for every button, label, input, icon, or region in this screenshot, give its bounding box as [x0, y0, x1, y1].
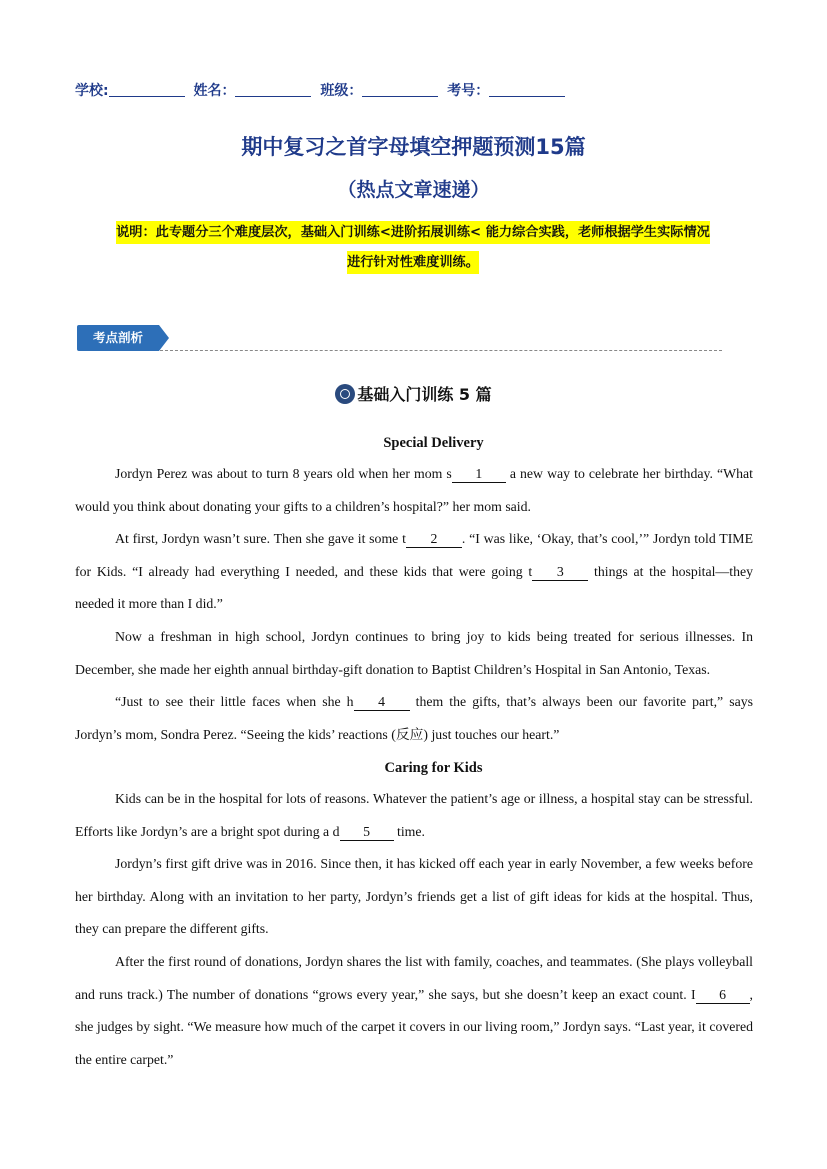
blank-4[interactable]: 4 — [354, 694, 410, 711]
p2-text-c: things at the hospital—they needed it more than I did.” — [75, 563, 753, 612]
paragraph-6: Jordyn’s first gift drive was in 2016. Since then, it has kicked off each year in early November, a few weeks before her birthday. Along with an invitation to her party, Jordyn’s friends get a list of gift ideas for kids at the hospital. Thus, they can prepare the different gifts. — [75, 856, 753, 937]
article-heading-1: Special Delivery — [383, 435, 484, 451]
note-line-2: 进行针对性难度训练。 — [347, 251, 479, 274]
p1-text-a: Jordyn Perez was about to turn 8 years old when her mom s — [115, 466, 452, 481]
number-label: 考号： — [447, 83, 490, 99]
class-blank[interactable] — [362, 82, 438, 97]
paragraph-1 — [75, 458, 753, 523]
instructions-note — [75, 218, 751, 278]
school-blank[interactable] — [109, 82, 185, 97]
name-label: 姓名： — [193, 83, 236, 99]
p5-text-b: time. — [393, 823, 425, 839]
page-subtitle: （热点文章速递） — [337, 179, 490, 201]
blank-2[interactable]: 2 — [406, 531, 462, 548]
section-title — [0, 382, 827, 405]
p4-text-b: them the gifts, that’s always been our favorite part,” says Jordyn’s mom, Sondra Perez. “Seeing the kids’ reactions (反应) just touches our heart.” — [75, 694, 754, 742]
p7-text-b: , she judges by sight. “We measure how much of the carpet it covers in our living room,” Jordyn says. “Last year, it covered the entire carpet.” — [75, 986, 753, 1067]
number-blank[interactable] — [489, 82, 565, 97]
dashed-divider — [160, 350, 722, 351]
paragraph-7 — [75, 946, 753, 1076]
blank-1[interactable]: 1 — [452, 466, 506, 483]
page-title: 期中复习之首字母填空押题预测15篇 — [241, 135, 586, 159]
section-icon — [335, 384, 355, 404]
analysis-tag: 考点剖析 — [77, 325, 159, 351]
paragraph-4 — [75, 686, 753, 751]
blank-3[interactable]: 3 — [532, 564, 588, 581]
name-blank[interactable] — [235, 82, 311, 97]
p2-text-b: . “I was like, ‘Okay, that’s cool,’” Jordyn told TIME for Kids. “I already had everything I needed, and these kids that were going t — [75, 531, 753, 579]
blank-5[interactable]: 5 — [340, 824, 394, 841]
blank-6[interactable]: 6 — [696, 987, 750, 1004]
p2-text-a: At first, Jordyn wasn’t sure. Then she gave it some t — [115, 531, 406, 546]
p7-text-a: After the first round of donations, Jordyn shares the list with family, coaches, and teammates. (She plays volleyball and runs track.) The number of donations “grows every year,” she says, but she doesn’t keep an exact count. I — [75, 954, 753, 1002]
class-label: 班级： — [320, 83, 363, 99]
section-title-text: 基础入门训练 5 篇 — [357, 385, 492, 404]
school-label: 学校: — [75, 83, 109, 99]
p4-text-a: “Just to see their little faces when she h — [115, 694, 354, 709]
paragraph-5 — [75, 783, 753, 848]
note-line-1: 说明：此专题分三个难度层次，基础入门训练<进阶拓展训练< 能力综合实践，老师根据学生实际情况 — [116, 221, 710, 244]
student-info-line — [75, 80, 565, 100]
article-heading-2: Caring for Kids — [384, 760, 483, 776]
paragraph-3: Now a freshman in high school, Jordyn continues to bring joy to kids being treated for serious illnesses. In December, she made her eighth annual birthday-gift donation to Baptist Children’s Hospital in San Antonio, Texas. — [75, 629, 753, 677]
p5-text-a: Kids can be in the hospital for lots of reasons. Whatever the patient’s age or illness, a hospital stay can be stressful. Efforts like Jordyn’s are a bright spot during a d — [75, 791, 753, 839]
paragraph-2 — [75, 523, 753, 621]
p1-text-b: a new way to celebrate her birthday. “What would you think about donating your gifts to a children’s hospital?” her mom said. — [75, 466, 753, 514]
